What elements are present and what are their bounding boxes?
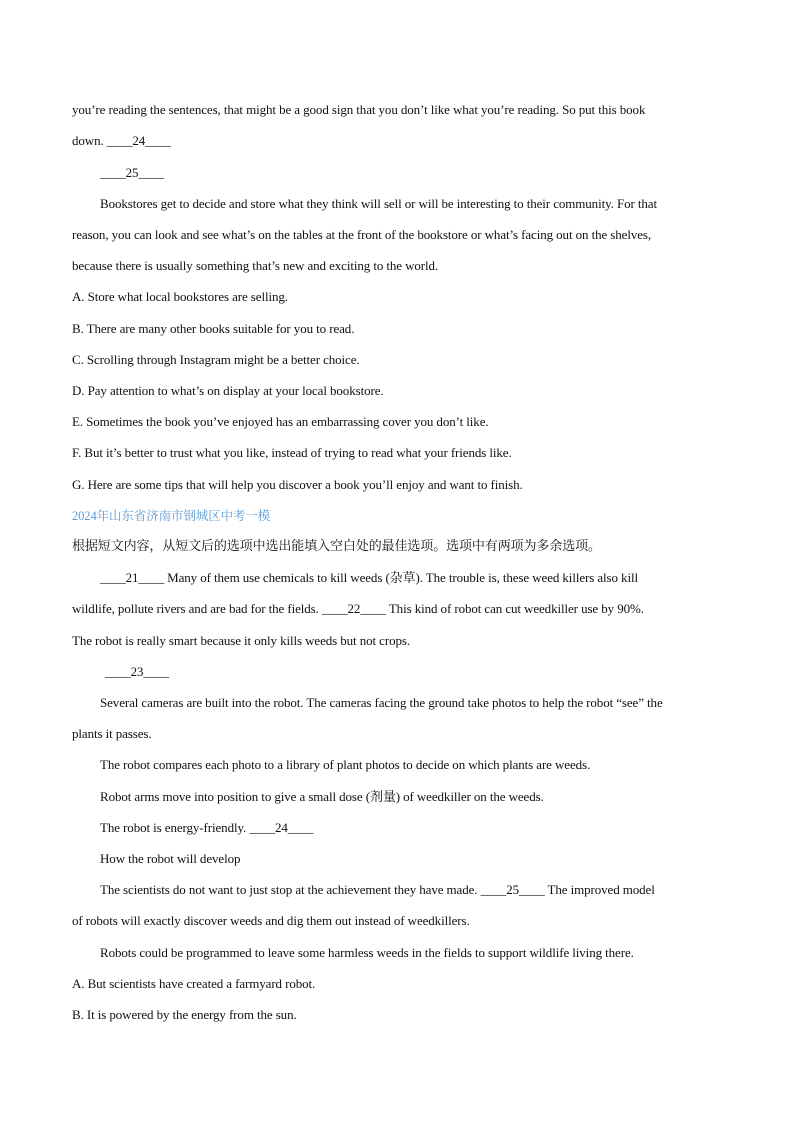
paragraph-line: ____21____ Many of them use chemicals to kill weeds (杂草). The trouble is, these weed killers also kill bbox=[100, 570, 638, 585]
paragraph-line: wildlife, pollute rivers and are bad for the fields. ____22____ This kind of robot can cut weedkiller use by 90%. bbox=[72, 601, 644, 616]
paragraph-line: The scientists do not want to just stop at the achievement they have made. ____25____ The improved model bbox=[100, 882, 655, 897]
paragraph-line: down. ____24____ bbox=[72, 133, 171, 148]
option-a: A. But scientists have created a farmyard robot. bbox=[72, 976, 316, 991]
option-a: A. Store what local bookstores are selling. bbox=[72, 289, 288, 304]
source-heading: 2024年山东省济南市钢城区中考一模 bbox=[72, 509, 271, 523]
paragraph-line: Bookstores get to decide and store what they think will sell or will be interesting to their community. For that bbox=[100, 196, 657, 211]
paragraph-line: The robot is really smart because it only kills weeds but not crops. bbox=[72, 633, 410, 648]
paragraph-line: Robot arms move into position to give a small dose (剂量) of weedkiller on the weeds. bbox=[100, 789, 544, 804]
paragraph-line: The robot compares each photo to a library of plant photos to decide on which plants are weeds. bbox=[100, 757, 591, 772]
option-g: G. Here are some tips that will help you discover a book you’ll enjoy and want to finish. bbox=[72, 477, 523, 492]
option-b: B. It is powered by the energy from the sun. bbox=[72, 1007, 297, 1022]
option-e: E. Sometimes the book you’ve enjoyed has an embarrassing cover you don’t like. bbox=[72, 414, 489, 429]
blank-25: ____25____ bbox=[100, 165, 165, 180]
option-f: F. But it’s better to trust what you like, instead of trying to read what your friends like. bbox=[72, 445, 512, 460]
paragraph-line: The robot is energy-friendly. ____24____ bbox=[100, 820, 314, 835]
paragraph-line: plants it passes. bbox=[72, 726, 152, 741]
option-c: C. Scrolling through Instagram might be a better choice. bbox=[72, 352, 360, 367]
paragraph-line: Robots could be programmed to leave some harmless weeds in the fields to support wildlife living there. bbox=[100, 945, 634, 960]
option-b: B. There are many other books suitable for you to read. bbox=[72, 321, 355, 336]
paragraph-line: reason, you can look and see what’s on the tables at the front of the bookstore or what’s facing out on the shelves, bbox=[72, 227, 652, 242]
option-d: D. Pay attention to what’s on display at your local bookstore. bbox=[72, 383, 384, 398]
paragraph-line: you’re reading the sentences, that might be a good sign that you don’t like what you’re reading. So put this book bbox=[72, 102, 646, 117]
paragraph-line: because there is usually something that’s new and exciting to the world. bbox=[72, 258, 439, 273]
paragraph-line: Several cameras are built into the robot. The cameras facing the ground take photos to help the robot “see” the bbox=[100, 695, 663, 710]
paragraph-line: of robots will exactly discover weeds and dig them out instead of weedkillers. bbox=[72, 913, 470, 928]
instructions: 根据短文内容，从短文后的选项中选出能填入空白处的最佳选项。选项中有两项为多余选项。 bbox=[72, 539, 601, 554]
section-heading: How the robot will develop bbox=[100, 851, 241, 866]
blank-23: ____23____ bbox=[105, 664, 170, 679]
